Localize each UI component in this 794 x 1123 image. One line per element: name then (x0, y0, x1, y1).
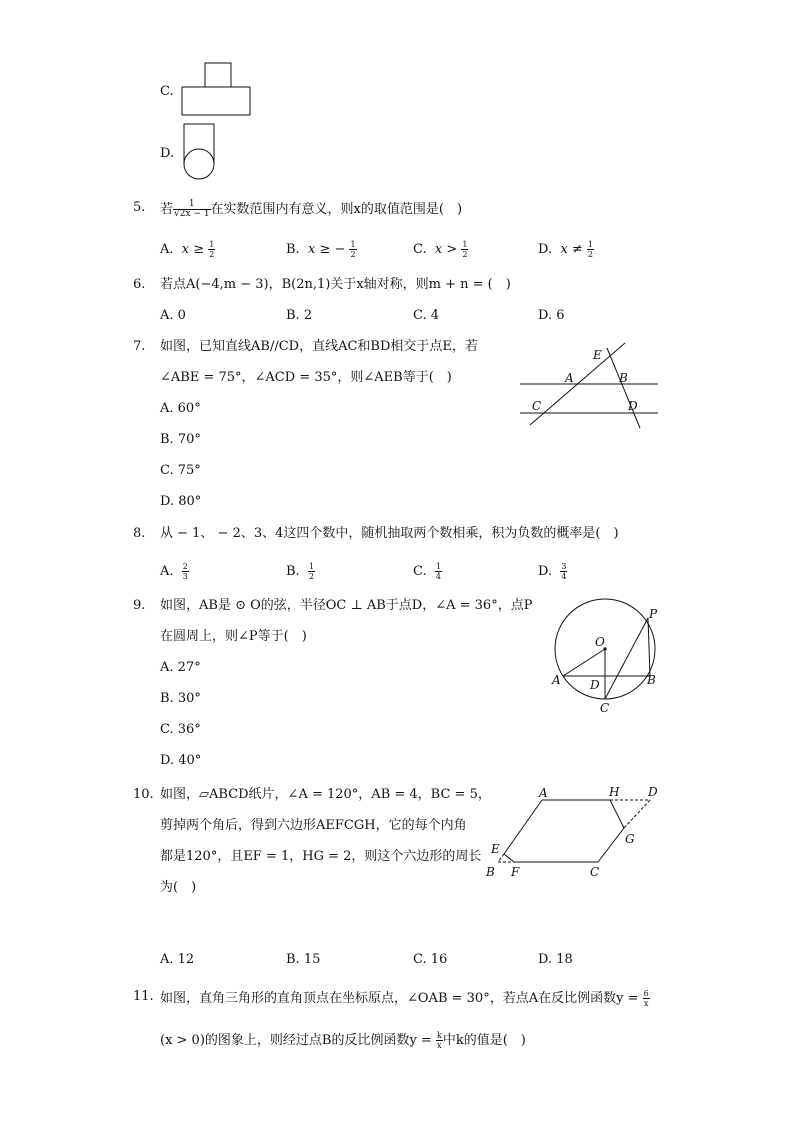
q10-label-b: B (486, 865, 495, 879)
q5-option-d[interactable]: D. x ≠ $\frac{1}{2}$ (538, 240, 593, 259)
q9-segment-cp (605, 618, 648, 699)
q10-option-a[interactable]: A. 12 (160, 952, 195, 967)
q4-option-c-label: C. (160, 84, 174, 99)
q10-stem-line1: 如图，▱ABCD纸片，∠A = 120°，AB = 4，BC = 5， (160, 787, 491, 802)
q7-option-d[interactable]: D. 80° (160, 494, 202, 509)
q9-label-d: D (590, 678, 600, 692)
q7-figure (515, 338, 660, 430)
q7-label-a: A (565, 371, 574, 385)
q7-line-bd (607, 348, 640, 428)
q9-label-c: C (600, 701, 610, 715)
q7-option-a[interactable]: A. 60° (160, 401, 201, 416)
q5-option-b[interactable]: B. x ≥ − $\frac{1}{2}$ (286, 240, 356, 259)
q5-number: 5. (133, 200, 146, 215)
q10-side-hg (610, 800, 624, 828)
q10-option-c[interactable]: C. 16 (413, 952, 448, 967)
q7-label-d: D (628, 399, 638, 413)
q10-stem-line3: 都是120°，且EF = 1，HG = 2，则这个六边形的周长 (160, 849, 482, 864)
q5-option-a[interactable]: A. x ≥ $\frac{1}{2}$ (160, 240, 215, 259)
q10-label-e: E (491, 842, 500, 856)
q10-label-c: C (590, 865, 600, 879)
q9-stem-line1: 如图，AB是 ⊙ O的弦，半径OC ⊥ AB于点D，∠A = 36°，点P (160, 598, 533, 613)
q7-option-b[interactable]: B. 70° (160, 432, 201, 447)
q8-number: 8. (133, 526, 146, 541)
q10-side-ea (504, 800, 542, 854)
q7-stem-line1: 如图，已知直线AB//CD，直线AC和BD相交于点E，若 (160, 339, 478, 354)
q7-number: 7. (133, 339, 146, 354)
q9-option-d[interactable]: D. 40° (160, 753, 202, 768)
q10-stem-line2: 剪掉两个角后，得到六边形AEFCGH，它的每个内角 (160, 818, 467, 833)
q8-option-d[interactable]: D. $\frac{3}{4}$ (538, 562, 567, 581)
q6-option-c[interactable]: C. 4 (413, 308, 440, 323)
q8-stem: 从 − 1、 − 2、3、4这四个数中，随机抽取两个数相乘，积为负数的概率是( ) (160, 526, 619, 541)
q7-option-c[interactable]: C. 75° (160, 463, 201, 478)
q11-stem-line1: 如图，直角三角形的直角顶点在坐标原点，∠OAB = 30°，若点A在反比例函数y = $\frac{6}{x}$ (160, 989, 649, 1008)
q4-option-c-figure (180, 60, 255, 118)
q9-label-a: A (552, 673, 561, 687)
q9-option-b[interactable]: B. 30° (160, 691, 201, 706)
q9-label-o: O (595, 635, 605, 649)
q9-segment-oa (563, 649, 605, 676)
q9-label-b: B (647, 673, 656, 687)
q8-option-b[interactable]: B. $\frac{1}{2}$ (286, 562, 315, 581)
q9-option-a[interactable]: A. 27° (160, 660, 201, 675)
q9-label-p: P (649, 607, 658, 621)
q9-figure (545, 596, 663, 716)
q6-stem: 若点A(−4,m − 3)，B(2n,1)关于x轴对称，则m + n = ( ) (160, 277, 511, 292)
q10-label-h: H (609, 785, 620, 799)
q6-option-d[interactable]: D. 6 (538, 308, 565, 323)
q7-stem-line2: ∠ABE = 75°，∠ACD = 35°，则∠AEB等于( ) (160, 370, 452, 385)
q4-option-d-figure (180, 122, 220, 180)
q6-option-a[interactable]: A. 0 (160, 308, 186, 323)
q10-label-g: G (625, 832, 635, 846)
q9-stem-line2: 在圆周上，则∠P等于( ) (160, 629, 307, 644)
q6-number: 6. (133, 277, 146, 292)
q10-dashed-dg (624, 800, 650, 828)
q7-label-c: C (532, 399, 542, 413)
q10-side-fe (504, 854, 514, 862)
q9-number: 9. (133, 598, 146, 613)
q5-stem: 若 $\frac{1}{√2x - 1}$ 在实数范围内有意义，则x的取值范围是( ) (160, 199, 463, 219)
q8-option-a[interactable]: A. $\frac{2}{3}$ (160, 562, 188, 581)
q9-option-c[interactable]: C. 36° (160, 722, 201, 737)
q7-label-e: E (593, 348, 602, 362)
q11-stem-line2: (x > 0)的图象上，则经过点B的反比例函数y = $\frac{k}{x}$ 中k的值是( ) (160, 1031, 526, 1050)
q10-side-gc (598, 828, 624, 862)
q10-option-d[interactable]: D. 18 (538, 952, 573, 967)
q10-label-a: A (539, 786, 548, 800)
q4-option-d-label: D. (160, 146, 175, 161)
q6-option-b[interactable]: B. 2 (286, 308, 313, 323)
q10-label-d: D (648, 785, 658, 799)
q10-option-b[interactable]: B. 15 (286, 952, 321, 967)
q7-label-b: B (619, 371, 628, 385)
q10-label-f: F (511, 865, 520, 879)
q10-stem-line4: 为( ) (160, 880, 197, 895)
q8-option-c[interactable]: C. $\frac{1}{4}$ (413, 562, 441, 581)
q11-number: 11. (133, 989, 154, 1004)
q10-figure (482, 782, 664, 880)
q5-option-c[interactable]: C. x > $\frac{1}{2}$ (413, 240, 468, 259)
q10-number: 10. (133, 787, 154, 802)
